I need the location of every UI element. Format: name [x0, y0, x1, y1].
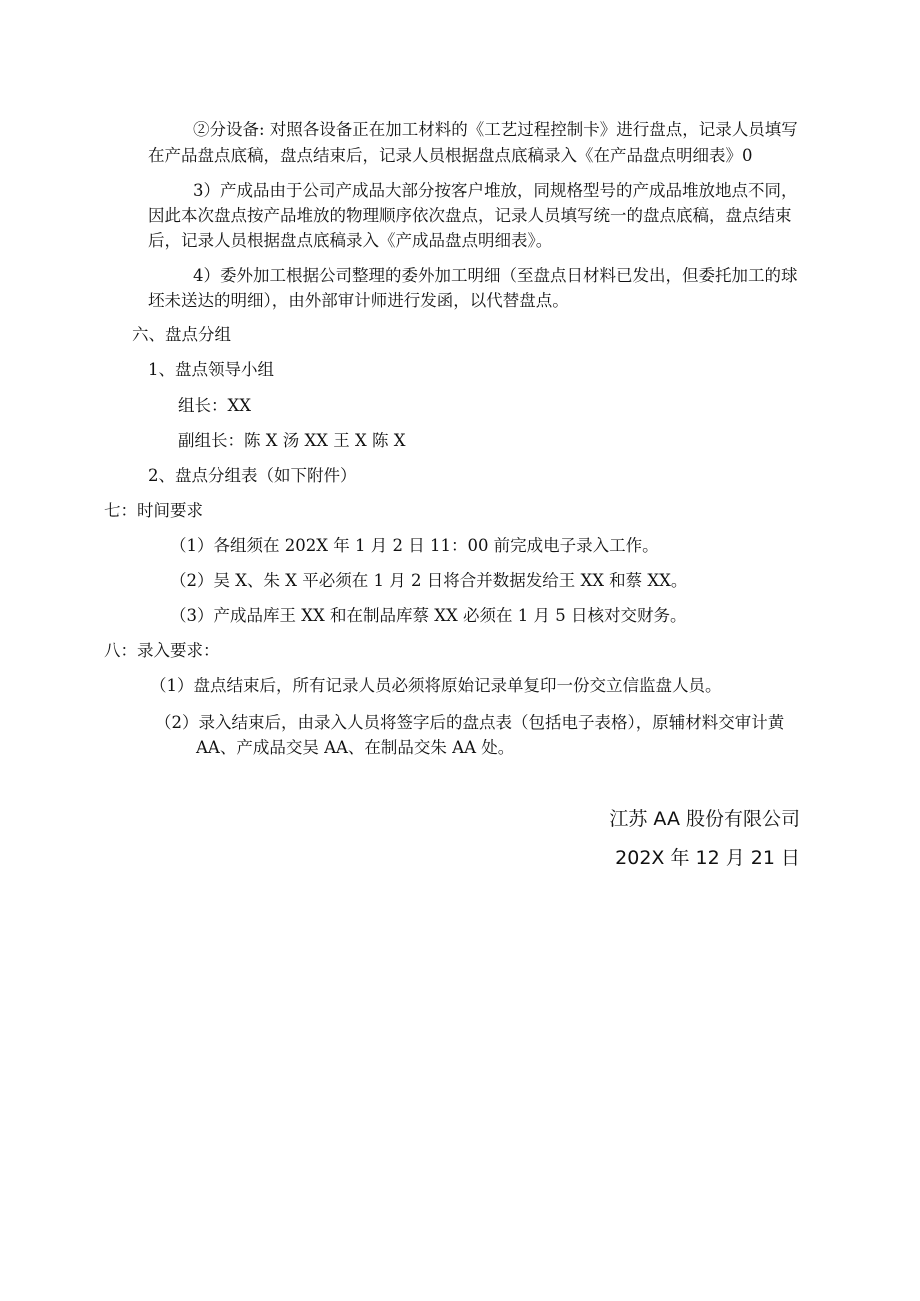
section-heading: 六、盘点分组: [132, 325, 231, 344]
paragraph-line: ②分设备: 对照各设备正在加工材料的《工艺过程控制卡》进行盘点，记录人员填写: [193, 120, 798, 139]
list-item: （1）各组须在 202X 年 1 月 2 日 11：00 前完成电子录入工作。: [170, 536, 659, 555]
section-heading: 七：时间要求: [104, 501, 203, 520]
signature-company: 江苏 AA 股份有限公司: [609, 808, 800, 830]
list-item: （3）产成品库王 XX 和在制品库蔡 XX 必须在 1 月 5 日核对交财务。: [170, 606, 687, 625]
signature-date: 202X 年 12 月 21 日: [615, 847, 800, 869]
paragraph-line: 因此本次盘点按产品堆放的物理顺序依次盘点，记录人员填写统一的盘点底稿，盘点结束: [148, 206, 792, 225]
paragraph-line: 坯未送达的明细），由外部审计师进行发函，以代替盘点。: [148, 291, 569, 310]
section-heading: 八：录入要求：: [104, 641, 220, 660]
paragraph-line: 3）产成品由于公司产成品大部分按客户堆放，同规格型号的产成品堆放地点不同，: [193, 181, 798, 200]
paragraph-line: 后，记录人员根据盘点底稿录入《产成品盘点明细表》。: [148, 231, 553, 250]
list-item: （1）盘点结束后，所有记录人员必须将原始记录单复印一份交立信监盘人员。: [150, 676, 722, 695]
list-item: （2）吴 X、朱 X 平必须在 1 月 2 日将合并数据发给王 XX 和蔡 XX。: [170, 571, 688, 590]
list-item: 组长：XX: [178, 396, 251, 415]
paragraph-line: 4）委外加工根据公司整理的委外加工明细（至盘点日材料已发出，但委托加工的球: [193, 266, 798, 285]
list-item: 1、盘点领导小组: [148, 360, 274, 379]
list-item: （2）录入结束后，由录入人员将签字后的盘点表（包括电子表格），原辅材料交审计黄: [155, 713, 785, 732]
list-item: 副组长：陈 X 汤 XX 王 X 陈 X: [178, 431, 406, 450]
paragraph-line: 在产品盘点底稿，盘点结束后，记录人员根据盘点底稿录入《在产品盘点明细表》0: [148, 146, 753, 165]
list-item: 2、盘点分组表（如下附件）: [148, 466, 357, 485]
list-item: AA、产成品交吴 AA、在制品交朱 AA 处。: [196, 738, 515, 757]
